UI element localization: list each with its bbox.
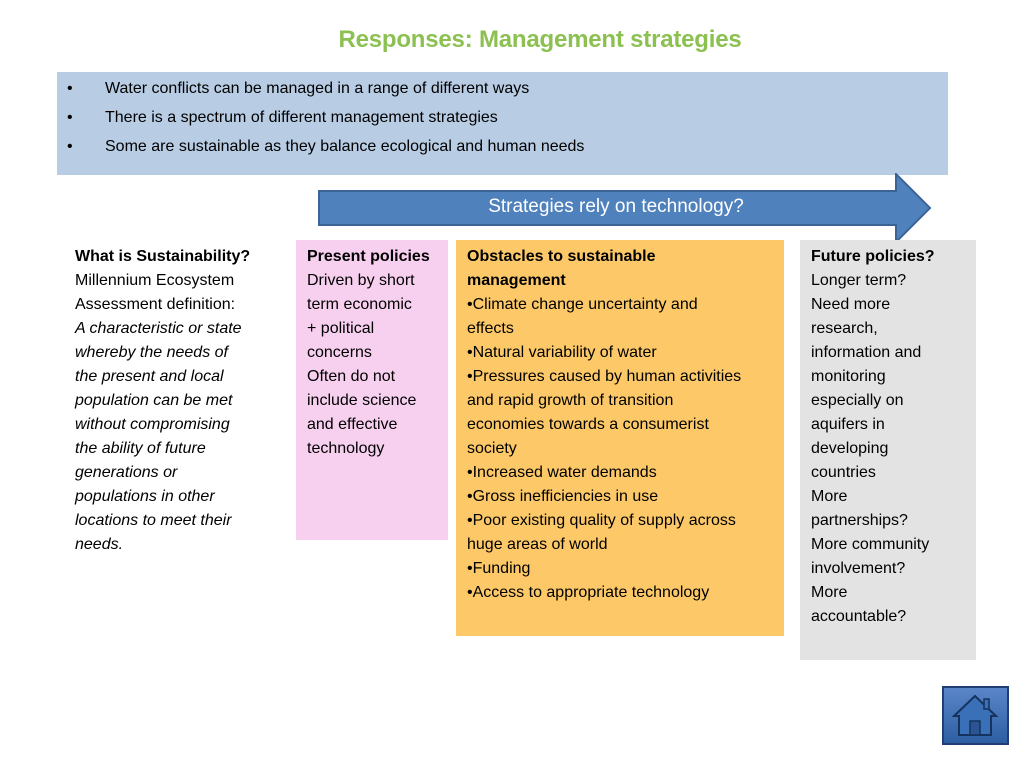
definition-line: whereby the needs of xyxy=(75,344,228,361)
page-title: Responses: Management strategies xyxy=(338,26,742,53)
text-line: aquifers in xyxy=(811,416,885,433)
text-line: technology xyxy=(307,440,385,457)
definition-line: populations in other xyxy=(75,488,215,505)
sustainability-definition xyxy=(75,245,280,557)
text-line: + political xyxy=(307,320,375,337)
text-line: More xyxy=(811,584,848,601)
bullet-symbol: • xyxy=(67,109,73,126)
definition-line: A characteristic or state xyxy=(75,320,242,337)
intro-bullet-item: • Some are sustainable as they balance ecological and human needs xyxy=(67,138,585,155)
text-line: economies towards a consumerist xyxy=(467,416,709,433)
text-line: concerns xyxy=(307,344,372,361)
definition-line: generations or xyxy=(75,464,178,481)
intro-bullet-item: • Water conflicts can be managed in a range of different ways xyxy=(67,80,530,97)
text-line: term economic xyxy=(307,296,412,313)
present-policies-heading: Present policies xyxy=(307,248,430,265)
obstacles-heading: Obstacles to sustainable xyxy=(467,248,656,265)
intro-bullet-box xyxy=(57,72,948,175)
text-line: •Climate change uncertainty and xyxy=(467,296,698,313)
bullet-symbol: • xyxy=(67,138,73,155)
text-line: society xyxy=(467,440,517,457)
bullet-symbol: • xyxy=(67,80,73,97)
text-line: Longer term? xyxy=(811,272,907,289)
definition-line: locations to meet their xyxy=(75,512,232,529)
text-line: Millennium Ecosystem xyxy=(75,272,235,289)
text-line: huge areas of world xyxy=(467,536,608,553)
text-line: research, xyxy=(811,320,878,337)
text-line: countries xyxy=(811,464,876,481)
text-line: involvement? xyxy=(811,560,906,577)
text-line: Driven by short xyxy=(307,272,415,289)
text-line: accountable? xyxy=(811,608,907,625)
future-policies-heading: Future policies? xyxy=(811,248,935,265)
intro-bullet-list xyxy=(57,72,948,166)
text-line: •Access to appropriate technology xyxy=(467,584,710,601)
definition-line: needs. xyxy=(75,536,124,553)
intro-bullet-item: • There is a spectrum of different management strategies xyxy=(67,109,498,126)
home-icon xyxy=(951,692,1000,739)
text-line: •Funding xyxy=(467,560,531,577)
definition-line: without compromising xyxy=(75,416,230,433)
home-button[interactable] xyxy=(942,686,1009,745)
obstacles-box xyxy=(456,240,784,636)
text-line: and effective xyxy=(307,416,398,433)
definition-line: the ability of future xyxy=(75,440,206,457)
text-line: include science xyxy=(307,392,417,409)
text-line: especially on xyxy=(811,392,904,409)
text-line: monitoring xyxy=(811,368,886,385)
definition-line: the present and local xyxy=(75,368,224,385)
text-line: developing xyxy=(811,440,889,457)
text-line: Often do not xyxy=(307,368,396,385)
arrow-label: Strategies rely on technology? xyxy=(488,196,744,217)
text-line: Need more xyxy=(811,296,891,313)
text-line: More community xyxy=(811,536,930,553)
text-line: •Pressures caused by human activities xyxy=(467,368,742,385)
text-line: •Natural variability of water xyxy=(467,344,657,361)
definition-line: population can be met xyxy=(75,392,233,409)
text-line: information and xyxy=(811,344,922,361)
text-line: Assessment definition: xyxy=(75,296,236,313)
present-policies-box xyxy=(296,240,448,540)
text-line: and rapid growth of transition xyxy=(467,392,674,409)
obstacles-heading: management xyxy=(467,272,566,289)
text-line: effects xyxy=(467,320,514,337)
sustainability-heading: What is Sustainability? xyxy=(75,248,251,265)
text-line: partnerships? xyxy=(811,512,908,529)
text-line: •Gross inefficiencies in use xyxy=(467,488,659,505)
text-line: •Increased water demands xyxy=(467,464,657,481)
text-line: More xyxy=(811,488,848,505)
text-line: •Poor existing quality of supply across xyxy=(467,512,736,529)
future-policies-box xyxy=(800,240,976,660)
